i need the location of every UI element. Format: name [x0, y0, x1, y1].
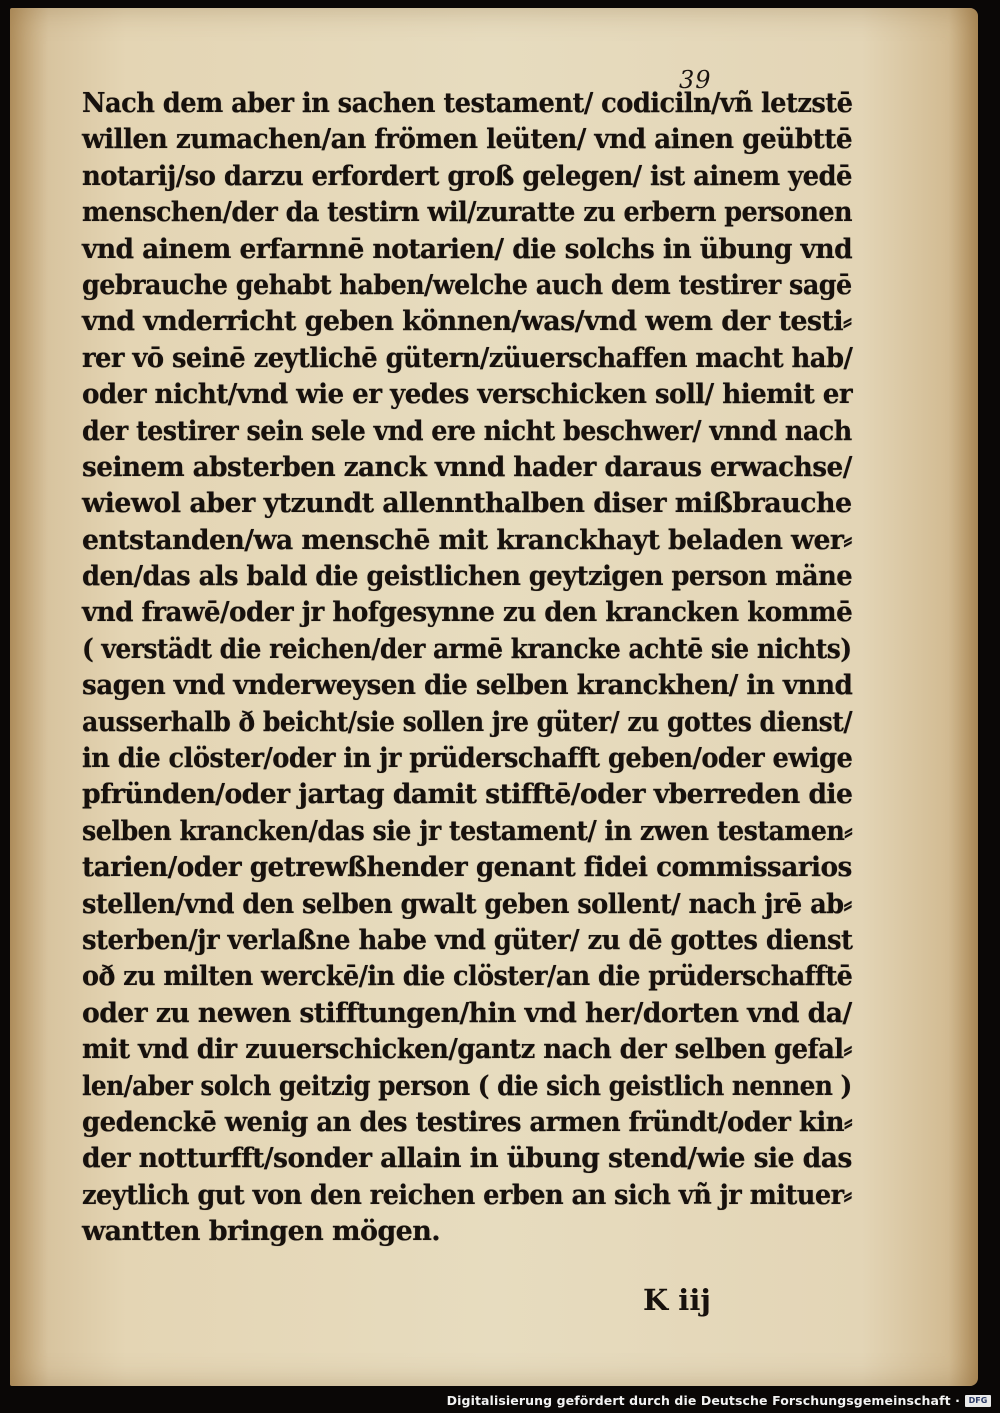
- text-line: stellen/vnd den selben gwalt geben sollent/ nach jrē ab⸗: [82, 888, 852, 920]
- text-line: tarien/oder getrewßhender genant fidei commissarios: [82, 852, 852, 884]
- text-line: der notturfft/sonder allain in übung stend/wie sie das: [82, 1143, 852, 1175]
- text-line: oð zu milten werckē/in die clöster/an die prüderschafftē: [82, 961, 853, 993]
- page-number: 39: [679, 66, 712, 94]
- text-line: vnd ainem erfarnnē notarien/ die solchs in übung vnd: [82, 233, 853, 265]
- text-line: oder zu newen stifftungen/hin vnd her/dorten vnd da/: [82, 997, 852, 1029]
- dfg-logo-icon: DFG: [965, 1395, 991, 1407]
- text-line: sagen vnd vnderweysen die selben kranckhen/ in vnnd: [82, 670, 853, 702]
- text-line: rer vō seinē zeytlichē gütern/züuerschaffen macht hab/: [82, 342, 853, 374]
- text-line: gedenckē wenig an des testires armen fründt/oder kin⸗: [82, 1106, 853, 1138]
- funding-credit: Digitalisierung gefördert durch die Deutsche Forschungsgemeinschaft ·: [446, 1393, 960, 1408]
- text-line: pfründen/oder jartag damit stifftē/oder vberreden die: [82, 779, 853, 811]
- book-page: [10, 8, 978, 1386]
- text-line: mit vnd dir zuuerschicken/gantz nach der selben gefal⸗: [82, 1034, 852, 1066]
- text-line: vnd vnderricht geben können/was/vnd wem der testi⸗: [82, 306, 852, 338]
- text-line: entstanden/wa menschē mit kranckhayt beladen wer⸗: [82, 524, 852, 556]
- footer: [0, 1391, 1000, 1413]
- text-line: len/aber solch geitzig person ( die sich geistlich nennen ): [82, 1070, 852, 1102]
- text-line: ausserhalb ð beicht/sie sollen jre güter/ zu gottes dienst/: [82, 706, 852, 738]
- text-line: wantten bringen mögen.: [82, 1216, 441, 1248]
- text-line: gebrauche gehabt haben/welche auch dem testirer sagē: [82, 269, 852, 301]
- text-line: den/das als bald die geistlichen geytzigen person mäne: [82, 561, 853, 593]
- text-line: sterben/jr verlaßne habe vnd güter/ zu dē gottes dienst: [82, 924, 853, 956]
- text-line: notarij/so darzu erfordert groß gelegen/ ist ainem yedē: [82, 160, 852, 192]
- text-line: willen zumachen/an frömen leüten/ vnd ainen geübttē: [82, 124, 853, 156]
- text-line: ( verstädt die reichen/der armē krancke achtē sie nichts): [82, 633, 852, 665]
- text-line: selben krancken/das sie jr testament/ in zwen testamen⸗: [82, 815, 853, 847]
- body-text: [82, 86, 852, 1251]
- text-line: vnd frawē/oder jr hofgesynne zu den krancken kommē: [82, 597, 853, 629]
- text-line: seinem absterben zanck vnnd hader daraus erwachse/: [82, 451, 852, 483]
- text-line: menschen/der da testirn wil/zuratte zu erbern personen: [82, 197, 853, 229]
- text-line: in die clöster/oder in jr prüderschafft geben/oder ewige: [82, 743, 853, 775]
- text-line: der testirer sein sele vnd ere nicht beschwer/ vnnd nach: [82, 415, 852, 447]
- text-line: oder nicht/vnd wie er yedes verschicken soll/ hiemit er: [82, 379, 853, 411]
- text-line: Nach dem aber in sachen testament/ codiciln/vñ letzstē: [82, 88, 853, 119]
- signature-mark: K iij: [643, 1283, 711, 1317]
- text-line: zeytlich gut von den reichen erben an sich vñ jr mituer⸗: [82, 1179, 852, 1211]
- text-line: wiewol aber ytzundt allennthalben diser mißbrauche: [82, 488, 852, 520]
